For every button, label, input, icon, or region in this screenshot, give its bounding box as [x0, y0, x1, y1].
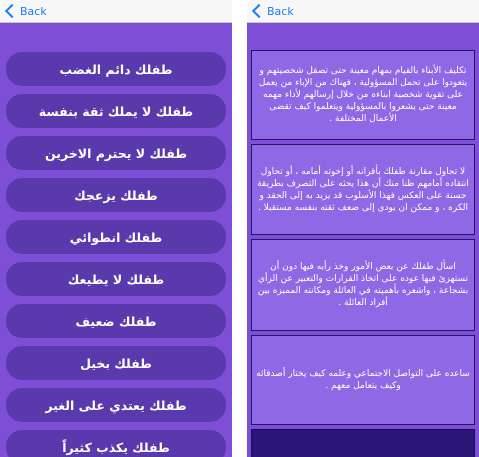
nav-bar	[0, 0, 232, 23]
advice-text: تكليف الأبناء بالقيام بمهام معينة حتى تصقل شخصيتهم و يتعودوا على تحمل المسؤولية ، فهناك من الإباء من يعمل على تقوية شخصية ابناءه من خلال إرسالهم لأداء مهمه معينة حتى يشعروا بالمسؤولية ويتعلموا كيف تقضى الأعمال المختلفة .	[258, 66, 468, 124]
menu-screen	[0, 0, 232, 457]
back-label: Back	[267, 4, 294, 18]
topic-button[interactable]: طفلك يزعجك	[6, 178, 226, 212]
advice-card	[251, 144, 475, 235]
advice-text: لا تحاول مقارنة طفلك بأقرانه أو إخوته أمامه ، أو تحاول انتقاده أمامهم ظنا منك أن هذا يحثه على التصرف بطريقة حسنة على العكس فهذا الأسلوب قد يزيد به إلى الحقد و الكره ، و ممكن ان يودي إلى ضعف ثقته بنفسه مستقبلا .	[257, 166, 469, 213]
topic-button[interactable]: طفلك لا يملك ثقة بنفسة	[6, 94, 226, 128]
topic-button[interactable]: طفلك لا يحترم الاخرين	[6, 136, 226, 170]
detail-screen	[247, 0, 479, 457]
nav-bar	[247, 0, 479, 23]
topic-button[interactable]: طفلك دائم الغضب	[6, 52, 226, 86]
advice-text: اسأل طفلك عن بعض الأمور وخذ رأيه فيها دون أن تستهزئ فيها عوده على اتخاذ القرارات والتعبير عن الرأي بشجاعة ، واشعره بأهميته في العائلة ومكانته المميزه بين أفراد العائلة .	[257, 262, 469, 308]
topic-button[interactable]: طفلك يعتدي على الغير	[6, 388, 226, 422]
back-button[interactable]	[251, 5, 294, 18]
chevron-left-icon	[252, 4, 266, 18]
advice-card	[251, 239, 475, 331]
advice-card	[251, 50, 475, 140]
topic-button[interactable]: طفلك ضعيف	[6, 304, 226, 338]
back-button[interactable]	[4, 5, 47, 18]
topic-button[interactable]: طفلك يكذب كثيراً	[6, 430, 226, 457]
topic-button[interactable]: طفلك بخيل	[6, 346, 226, 380]
back-label: Back	[20, 4, 47, 18]
advice-text: ساعده على التواصل الاجتماعي وعلمه كيف يختار أصدقائه وكيف يتعامل معهم .	[256, 369, 470, 391]
topic-button[interactable]: طفلك لا يطيعك	[6, 262, 226, 296]
chevron-left-icon	[5, 4, 19, 18]
advice-card	[251, 335, 475, 425]
advice-card	[251, 429, 475, 457]
topic-button[interactable]: طفلك انطوائي	[6, 220, 226, 254]
